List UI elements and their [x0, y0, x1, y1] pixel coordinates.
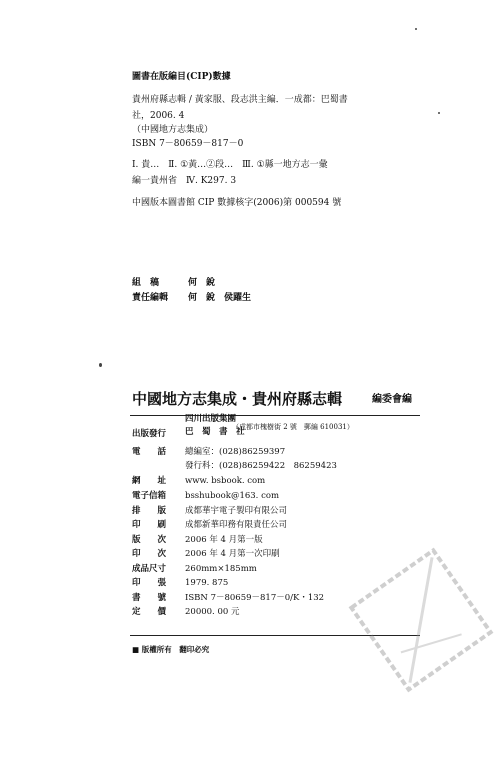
- imprint-value: www. bsbook. com: [185, 476, 266, 486]
- acquisition-editor-value: 何 銳: [188, 278, 216, 288]
- imprint-value: 發行科：(028)86259422 86259423: [185, 461, 337, 471]
- title-rule: [130, 415, 420, 416]
- watermark-stamp: [325, 521, 498, 718]
- cip-heading: 圖書在版編目(CIP)數據: [132, 72, 231, 82]
- imprint-label: 電 話: [132, 447, 167, 457]
- imprint-value: 成都新華印務有限責任公司: [185, 520, 288, 530]
- rights-notice: ■ 版權所有 翻印必究: [132, 645, 210, 654]
- imprint-label: 書 號: [132, 593, 167, 603]
- imprint-label: 印 張: [132, 578, 167, 588]
- imprint-label: 網 址: [132, 476, 167, 486]
- print-speck: [415, 28, 417, 30]
- print-speck: [99, 363, 102, 367]
- imprint-label: 印 刷: [132, 520, 167, 530]
- imprint-label: 印 次: [132, 549, 167, 559]
- imprint-value: 20000. 00 元: [185, 607, 240, 617]
- imprint-label: 版 次: [132, 535, 167, 545]
- imprint-value: 總編室：(028)86259397: [185, 447, 286, 457]
- imprint-label: 排 版: [132, 506, 167, 516]
- imprint-value: （成都市槐樹街 2 號 郵編 610031）: [232, 423, 354, 431]
- imprint-label: 出版發行: [132, 429, 167, 439]
- imprint-label: 定 價: [132, 607, 167, 617]
- acquisition-editor-label: 組 稿: [132, 278, 160, 288]
- cip-line: 貴州府縣志輯 / 黃家服、段志洪主編．一成都：巴蜀書: [132, 95, 348, 105]
- imprint-label: 電子信箱: [132, 491, 167, 501]
- imprint-value: 2006 年 4 月第一次印刷: [185, 549, 280, 559]
- imprint-value: 巴 蜀 書 社: [185, 427, 245, 437]
- cip-line: 社，2006. 4: [132, 111, 185, 121]
- print-speck: [438, 112, 440, 114]
- imprint-value: bsshubook@163. com: [185, 491, 280, 501]
- imprint-value: 四川出版集團: [185, 414, 237, 424]
- book-title: 中國地方志集成・貴州府縣志輯: [132, 390, 343, 408]
- imprint-value: 260mm×185mm: [185, 564, 257, 574]
- cip-line: Ⅰ. 貴… Ⅱ. ①黃…②段… Ⅲ. ①縣一地方志一彙: [132, 160, 328, 170]
- cip-line: 編一貴州省 Ⅳ. K297. 3: [132, 176, 237, 186]
- responsible-editor-value: 何 銳 侯躍生: [188, 293, 252, 303]
- imprint-label: 成品尺寸: [132, 564, 167, 574]
- responsible-editor-label: 責任編輯: [132, 293, 169, 303]
- stamp-graphic: [325, 521, 498, 718]
- compiler: 編委會編: [372, 394, 412, 405]
- cip-line: （中國地方志集成）: [132, 125, 214, 135]
- imprint-value: ISBN 7－80659－817－0/K・132: [185, 593, 325, 603]
- imprint-value: 2006 年 4 月第一版: [185, 535, 263, 545]
- cip-isbn: ISBN 7－80659－817－0: [132, 139, 244, 149]
- imprint-value: 1979. 875: [185, 578, 229, 588]
- cip-record: 中國版本圖書館 CIP 數據核字(2006)第 000594 號: [132, 198, 342, 208]
- imprint-value: 成都華宇電子製印有限公司: [185, 506, 288, 516]
